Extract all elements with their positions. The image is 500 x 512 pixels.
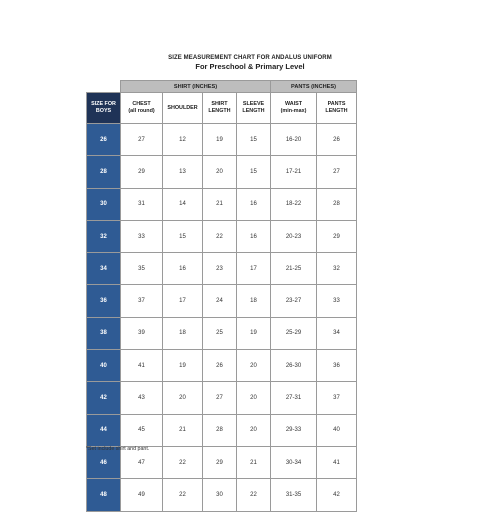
sleeve-header-line2: LENGTH: [242, 108, 265, 114]
waist-header-line1: WAIST: [284, 101, 303, 107]
size-cell: 28: [87, 156, 121, 188]
size-cell: 44: [87, 414, 121, 446]
waist-cell: 20-23: [271, 220, 317, 252]
chest-cell: 31: [121, 188, 163, 220]
shoulder-cell: 21: [163, 414, 203, 446]
sleeve-length-cell: 16: [237, 188, 271, 220]
chest-header-line1: CHEST: [132, 101, 151, 107]
waist-cell: 30-34: [271, 446, 317, 478]
size-cell: 38: [87, 317, 121, 349]
chest-header-line2: (all round): [128, 108, 155, 114]
table-body: [87, 124, 357, 512]
waist-column-header: [271, 93, 317, 124]
size-column-header: [87, 93, 121, 124]
shirt-group-header: SHIRT (INCHES): [121, 81, 271, 93]
shirt-length-cell: 26: [203, 350, 237, 382]
shirt-length-cell: 24: [203, 285, 237, 317]
pants-length-cell: 26: [317, 124, 357, 156]
shirt-length-cell: 28: [203, 414, 237, 446]
table-row: [87, 317, 357, 349]
group-header-row: [87, 81, 357, 93]
table-row: [87, 156, 357, 188]
pants-length-header-line1: PANTS: [327, 101, 346, 107]
table-row: [87, 124, 357, 156]
size-cell: 46: [87, 446, 121, 478]
chest-cell: 45: [121, 414, 163, 446]
shirt-length-cell: 20: [203, 156, 237, 188]
sleeve-length-cell: 15: [237, 124, 271, 156]
table-row: [87, 382, 357, 414]
shoulder-cell: 20: [163, 382, 203, 414]
pants-length-cell: 27: [317, 156, 357, 188]
pants-length-cell: 34: [317, 317, 357, 349]
shirt-length-cell: 25: [203, 317, 237, 349]
sleeve-length-cell: 16: [237, 220, 271, 252]
shirt-length-cell: 30: [203, 479, 237, 511]
table-row: [87, 350, 357, 382]
chest-cell: 49: [121, 479, 163, 511]
waist-cell: 27-31: [271, 382, 317, 414]
shirt-length-cell: 23: [203, 253, 237, 285]
pants-length-cell: 29: [317, 220, 357, 252]
pants-length-cell: 28: [317, 188, 357, 220]
waist-header-line2: (min-max): [280, 108, 307, 114]
sleeve-header-line1: SLEEVE: [242, 101, 265, 107]
waist-cell: 21-25: [271, 253, 317, 285]
shoulder-cell: 22: [163, 479, 203, 511]
size-cell: 32: [87, 220, 121, 252]
shirt-length-cell: 21: [203, 188, 237, 220]
title-block: [0, 54, 500, 72]
size-cell: 30: [87, 188, 121, 220]
shirt-length-header-line2: LENGTH: [208, 108, 231, 114]
sleeve-length-cell: 19: [237, 317, 271, 349]
chest-cell: 43: [121, 382, 163, 414]
size-cell: 26: [87, 124, 121, 156]
pants-length-cell: 36: [317, 350, 357, 382]
shoulder-cell: 14: [163, 188, 203, 220]
column-header-row: [87, 93, 357, 124]
chest-cell: 27: [121, 124, 163, 156]
chest-cell: 33: [121, 220, 163, 252]
sleeve-length-cell: 18: [237, 285, 271, 317]
chart-subtitle: For Preschool & Primary Level: [195, 62, 305, 71]
sleeve-length-cell: 20: [237, 350, 271, 382]
pants-length-header-line2: LENGTH: [325, 108, 348, 114]
sleeve-length-cell: 15: [237, 156, 271, 188]
size-header-line2: BOYS: [95, 108, 112, 114]
table-row: [87, 188, 357, 220]
sleeve-length-cell: 21: [237, 446, 271, 478]
shoulder-cell: 18: [163, 317, 203, 349]
pants-length-cell: 37: [317, 382, 357, 414]
pants-length-cell: 33: [317, 285, 357, 317]
shirt-length-cell: 19: [203, 124, 237, 156]
sleeve-length-column-header: [237, 93, 271, 124]
shirt-length-header-line1: SHIRT: [211, 101, 228, 107]
pants-group-header: PANTS (INCHES): [271, 81, 357, 93]
pants-length-column-header: [317, 93, 357, 124]
chest-column-header: [121, 93, 163, 124]
sleeve-length-cell: 20: [237, 414, 271, 446]
table-row: [87, 285, 357, 317]
table-row: [87, 414, 357, 446]
table-row: [87, 253, 357, 285]
size-header-line1: SIZE FOR: [91, 101, 116, 107]
table-row: [87, 479, 357, 511]
shoulder-cell: 17: [163, 285, 203, 317]
size-cell: 36: [87, 285, 121, 317]
sleeve-length-cell: 20: [237, 382, 271, 414]
pants-length-cell: 40: [317, 414, 357, 446]
size-cell: 48: [87, 479, 121, 511]
size-cell: 42: [87, 382, 121, 414]
waist-cell: 18-22: [271, 188, 317, 220]
shirt-length-cell: 27: [203, 382, 237, 414]
waist-cell: 17-21: [271, 156, 317, 188]
waist-cell: 25-29: [271, 317, 317, 349]
group-header-blank: [87, 81, 121, 93]
shirt-length-column-header: [203, 93, 237, 124]
shoulder-cell: 15: [163, 220, 203, 252]
chart-title: SIZE MEASUREMENT CHART FOR ANDALUS UNIFORM: [168, 55, 332, 61]
chest-cell: 39: [121, 317, 163, 349]
chest-cell: 41: [121, 350, 163, 382]
waist-cell: 26-30: [271, 350, 317, 382]
shoulder-cell: 13: [163, 156, 203, 188]
waist-cell: 31-35: [271, 479, 317, 511]
chest-cell: 29: [121, 156, 163, 188]
sleeve-length-cell: 17: [237, 253, 271, 285]
size-cell: 40: [87, 350, 121, 382]
chest-cell: 37: [121, 285, 163, 317]
chest-cell: 35: [121, 253, 163, 285]
waist-cell: 23-27: [271, 285, 317, 317]
size-cell: 34: [87, 253, 121, 285]
shirt-length-cell: 22: [203, 220, 237, 252]
footnote: *Set include shirt and pant.: [86, 446, 150, 452]
pants-length-cell: 42: [317, 479, 357, 511]
shoulder-cell: 16: [163, 253, 203, 285]
waist-cell: 29-33: [271, 414, 317, 446]
sleeve-length-cell: 22: [237, 479, 271, 511]
waist-cell: 16-20: [271, 124, 317, 156]
table-row: [87, 220, 357, 252]
shoulder-cell: 12: [163, 124, 203, 156]
pants-length-cell: 41: [317, 446, 357, 478]
pants-length-cell: 32: [317, 253, 357, 285]
shoulder-cell: 19: [163, 350, 203, 382]
shoulder-column-header: SHOULDER: [163, 93, 203, 124]
chest-cell: 47: [121, 446, 163, 478]
shirt-length-cell: 29: [203, 446, 237, 478]
shoulder-cell: 22: [163, 446, 203, 478]
